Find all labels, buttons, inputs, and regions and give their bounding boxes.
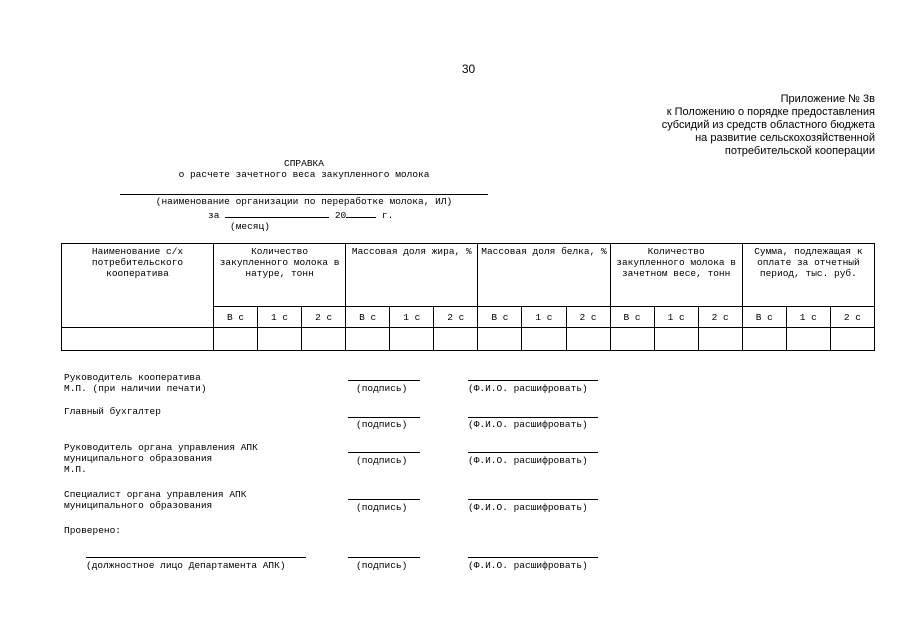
- signature-line[interactable]: [348, 417, 420, 418]
- name-line[interactable]: [468, 452, 598, 453]
- subcolumn-header: В с: [346, 307, 390, 328]
- subcolumn-header: В с: [610, 307, 654, 328]
- organization-caption: (наименование организации по переработке молока, ИЛ): [155, 196, 453, 207]
- signer-apk-specialist: [64, 489, 246, 511]
- column-header: Сумма, подлежащая к оплате за отчетный период, тыс. руб.: [742, 244, 874, 307]
- signature-caption: (подпись): [356, 560, 408, 571]
- column-header: Количество закупленного молока в зачетном весе, тонн: [610, 244, 742, 307]
- table-cell[interactable]: [62, 328, 214, 351]
- subcolumn-header: 2 с: [698, 307, 742, 328]
- signature-line[interactable]: [348, 499, 420, 500]
- table-cell[interactable]: [786, 328, 830, 351]
- name-caption: (Ф.И.О. расшифровать): [468, 502, 588, 513]
- month-field[interactable]: [225, 208, 329, 218]
- signer-line: муниципального образования: [64, 453, 213, 464]
- page-number: 30: [461, 62, 476, 76]
- period-prefix: за: [208, 210, 220, 221]
- table-cell[interactable]: [566, 328, 610, 351]
- signer-apk-head: [64, 442, 258, 475]
- subcolumn-header: В с: [214, 307, 258, 328]
- table-cell[interactable]: [214, 328, 258, 351]
- signer-line: Руководитель органа управления АПК: [64, 442, 258, 453]
- appendix-note: [662, 93, 875, 158]
- table-header-row: [62, 244, 875, 307]
- table-cell[interactable]: [346, 328, 390, 351]
- table-cell[interactable]: [830, 328, 874, 351]
- name-caption: (Ф.И.О. расшифровать): [468, 455, 588, 466]
- document-title: [120, 158, 488, 180]
- year-field[interactable]: [346, 208, 376, 218]
- official-line[interactable]: [86, 557, 306, 558]
- column-header: Массовая доля белка, %: [478, 244, 610, 307]
- signer-chief-accountant: [64, 406, 161, 417]
- table-cell[interactable]: [390, 328, 434, 351]
- table-cell[interactable]: [742, 328, 786, 351]
- organization-line[interactable]: [120, 194, 488, 195]
- subcolumn-header: 2 с: [566, 307, 610, 328]
- appendix-line: на развитие сельскохозяйственной: [695, 132, 875, 144]
- signer-line: Руководитель кооператива: [64, 372, 201, 383]
- subcolumn-header: В с: [742, 307, 786, 328]
- signature-caption: (подпись): [356, 502, 408, 513]
- signature-line[interactable]: [348, 557, 420, 558]
- calculation-table: [61, 243, 875, 351]
- column-header: Количество закупленного молока в натуре, тонн: [214, 244, 346, 307]
- table-cell[interactable]: [698, 328, 742, 351]
- subcolumn-header: 2 с: [302, 307, 346, 328]
- name-line[interactable]: [468, 499, 598, 500]
- signature-caption: (подпись): [356, 455, 408, 466]
- signer-line: Главный бухгалтер: [64, 406, 161, 417]
- subcolumn-header: 2 с: [830, 307, 874, 328]
- appendix-line: потребительской кооперации: [724, 145, 875, 157]
- appendix-line: Приложение № 3в: [780, 93, 875, 105]
- table-cell[interactable]: [610, 328, 654, 351]
- signer-line: Специалист органа управления АПК: [64, 489, 247, 500]
- signature-caption: (подпись): [356, 419, 408, 430]
- subcolumn-header: 1 с: [654, 307, 698, 328]
- table-cell[interactable]: [654, 328, 698, 351]
- name-caption: (Ф.И.О. расшифровать): [468, 383, 588, 394]
- appendix-line: к Положению о порядке предоставления: [666, 106, 875, 118]
- signature-caption: (подпись): [356, 383, 408, 394]
- signer-line: М.П.: [64, 464, 87, 475]
- year-prefix: 20: [334, 210, 347, 221]
- name-caption: (Ф.И.О. расшифровать): [468, 419, 588, 430]
- name-line[interactable]: [468, 417, 598, 418]
- subcolumn-header: 1 с: [786, 307, 830, 328]
- subcolumn-header: 1 с: [390, 307, 434, 328]
- period-line: [208, 208, 393, 221]
- column-header: Наименование с/х потребительского кооператива: [62, 244, 214, 328]
- subcolumn-header: 1 с: [522, 307, 566, 328]
- official-caption: (должностное лицо Департамента АПК): [86, 560, 286, 571]
- month-caption: (месяц): [230, 221, 270, 232]
- year-suffix: г.: [381, 210, 394, 221]
- table-cell[interactable]: [522, 328, 566, 351]
- subtitle: о расчете зачетного веса закупленного молока: [178, 169, 430, 180]
- appendix-line: субсидий из средств областного бюджета: [661, 119, 875, 131]
- subcolumn-header: В с: [478, 307, 522, 328]
- subcolumn-header: 2 с: [434, 307, 478, 328]
- table-cell[interactable]: [434, 328, 478, 351]
- signer-head-of-cooperative: [64, 372, 207, 394]
- table-cell[interactable]: [302, 328, 346, 351]
- checked-label: Проверено:: [64, 525, 122, 536]
- title: СПРАВКА: [284, 158, 324, 169]
- table-row: [62, 328, 875, 351]
- signer-line: М.П. (при наличии печати): [64, 383, 207, 394]
- column-header: Массовая доля жира, %: [346, 244, 478, 307]
- subcolumn-header: 1 с: [258, 307, 302, 328]
- signature-line[interactable]: [348, 452, 420, 453]
- signer-line: муниципального образования: [64, 500, 213, 511]
- table-cell[interactable]: [478, 328, 522, 351]
- name-line[interactable]: [468, 557, 598, 558]
- name-line[interactable]: [468, 380, 598, 381]
- table-cell[interactable]: [258, 328, 302, 351]
- signature-line[interactable]: [348, 380, 420, 381]
- name-caption: (Ф.И.О. расшифровать): [468, 560, 588, 571]
